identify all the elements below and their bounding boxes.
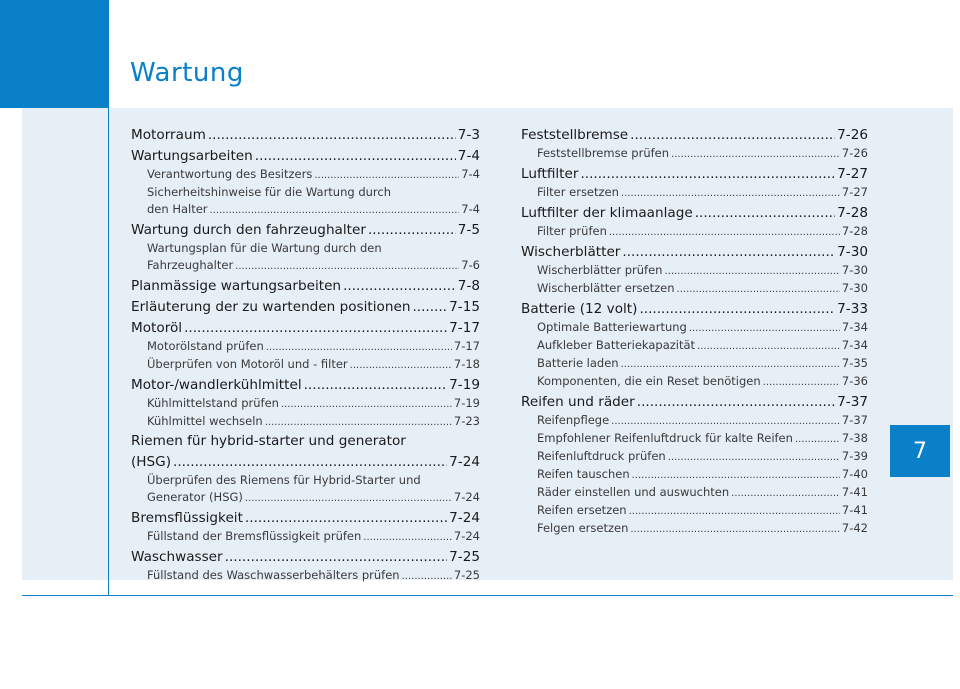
dot-leader (245, 508, 447, 528)
dot-leader (580, 164, 835, 184)
entry-page-number: 7-40 (841, 467, 868, 481)
toc-column-left (131, 124, 480, 585)
entry-page-number: 7-36 (841, 374, 868, 388)
dot-leader (795, 430, 840, 448)
toc-subentry[interactable] (521, 448, 868, 466)
toc-subentry[interactable] (521, 319, 868, 337)
vertical-rule (108, 0, 109, 595)
entry-page-number: 7-19 (453, 396, 480, 410)
toc-subentry[interactable] (521, 145, 868, 163)
toc-subentry-line[interactable]: Wartungsplan für die Wartung durch den (147, 241, 382, 255)
toc-subentry[interactable] (521, 355, 868, 373)
toc-entry[interactable] (521, 392, 868, 412)
toc-entry[interactable] (521, 299, 868, 319)
entry-title: Komponenten, die ein Reset benötigen (537, 374, 761, 388)
dot-leader (632, 466, 840, 484)
entry-page-number: 7-4 (457, 148, 480, 164)
toc-entry[interactable] (521, 125, 868, 145)
dot-leader (697, 337, 840, 355)
dot-leader (621, 184, 840, 202)
entry-title: Filter ersetzen (537, 185, 619, 199)
entry-title: Verantwortung des Besitzers (147, 167, 313, 181)
toc-entry[interactable] (521, 242, 868, 262)
toc-subentry-line[interactable]: Sicherheitshinweise für die Wartung durch (147, 185, 392, 199)
toc-entry[interactable] (521, 203, 868, 223)
toc-entry[interactable] (131, 276, 480, 296)
toc-subentry[interactable] (521, 430, 868, 448)
entry-page-number: 7-30 (841, 281, 868, 295)
entry-title: Batterie (12 volt) (521, 301, 638, 317)
entry-page-number: 7-26 (837, 127, 868, 143)
toc-subentry[interactable] (131, 338, 480, 356)
entry-title: Wartung durch den fahrzeughalter (131, 222, 366, 238)
entry-page-number: 7-19 (449, 377, 480, 393)
dot-leader (677, 280, 840, 298)
entry-title: Wischerblätter (521, 244, 621, 260)
entry-title: Feststellbremse prüfen (537, 146, 670, 160)
dot-leader (695, 203, 835, 223)
toc-subentry[interactable] (521, 184, 868, 202)
dot-leader (266, 338, 452, 356)
dot-leader (304, 375, 448, 395)
entry-title: Reifenpflege (537, 413, 610, 427)
toc-subentry[interactable] (521, 412, 868, 430)
entry-title: Empfohlener Reifenluftdruck für kalte Reifen (537, 431, 793, 445)
toc-entry[interactable] (131, 146, 480, 166)
entry-page-number: 7-24 (449, 510, 480, 526)
toc-subentry[interactable] (521, 262, 868, 280)
toc-subentry[interactable] (131, 413, 480, 431)
entry-title: Reifen tauschen (537, 467, 630, 481)
entry-title: Luftfilter der klimaanlage (521, 205, 693, 221)
entry-page-number: 7-41 (841, 485, 868, 499)
toc-subentry[interactable] (521, 280, 868, 298)
toc-subentry[interactable] (131, 395, 480, 413)
toc-entry[interactable] (131, 547, 480, 567)
dot-leader (245, 489, 452, 507)
entry-page-number: 7-35 (841, 356, 868, 370)
entry-page-number: 7-25 (449, 549, 480, 565)
entry-page-number: 7-27 (837, 166, 868, 182)
dot-leader (412, 297, 447, 317)
entry-title: Motoröl (131, 320, 183, 336)
dot-leader (621, 355, 840, 373)
entry-page-number: 7-28 (837, 205, 868, 221)
entry-page-number: 7-24 (453, 529, 480, 543)
entry-title: Filter prüfen (537, 224, 607, 238)
corner-accent-block (0, 0, 108, 108)
entry-title: Batterie laden (537, 356, 619, 370)
entry-page-number: 7-34 (841, 338, 868, 352)
entry-title: Motorraum (131, 127, 206, 143)
entry-page-number: 7-6 (461, 258, 480, 272)
dot-leader (763, 373, 840, 391)
toc-entry[interactable] (131, 452, 480, 472)
toc-subentry[interactable] (521, 484, 868, 502)
dot-leader (629, 502, 840, 520)
entry-page-number: 7-38 (841, 431, 868, 445)
dot-leader (689, 319, 840, 337)
entry-title: Aufkleber Batteriekapazität (537, 338, 696, 352)
page-title: Wartung (130, 58, 244, 88)
entry-title: den Halter (147, 202, 208, 216)
entry-title: Fahrzeughalter (147, 258, 234, 272)
dot-leader (363, 528, 452, 546)
toc-subentry[interactable] (131, 201, 480, 219)
entry-title: Räder einstellen und auswuchten (537, 485, 730, 499)
toc-entry[interactable] (131, 297, 480, 317)
toc-subentry[interactable] (521, 502, 868, 520)
entry-page-number: 7-17 (453, 339, 480, 353)
toc-subentry[interactable] (521, 466, 868, 484)
entry-title: Motorölstand prüfen (147, 339, 264, 353)
toc-subentry[interactable] (521, 373, 868, 391)
dot-leader (173, 452, 447, 472)
entry-page-number: 7-24 (453, 490, 480, 504)
toc-subentry[interactable] (131, 356, 480, 374)
toc-entry[interactable] (131, 318, 480, 338)
entry-title: Reifenluftdruck prüfen (537, 449, 666, 463)
entry-page-number: 7-33 (837, 301, 868, 317)
dot-leader (225, 547, 448, 567)
chapter-tab[interactable]: 7 (890, 425, 950, 477)
entry-title: Erläuterung der zu wartenden positionen (131, 299, 411, 315)
dot-leader (630, 125, 835, 145)
toc-subentry[interactable] (521, 520, 868, 538)
dot-leader (350, 356, 452, 374)
entry-title: Überprüfen von Motoröl und - filter (147, 357, 348, 371)
entry-page-number: 7-24 (449, 454, 480, 470)
entry-title: Reifen ersetzen (537, 503, 627, 517)
dot-leader (368, 220, 456, 240)
dot-leader (639, 299, 835, 319)
dot-leader (731, 484, 840, 502)
entry-page-number: 7-15 (449, 299, 480, 315)
dot-leader (210, 201, 460, 219)
entry-page-number: 7-8 (457, 278, 480, 294)
horizontal-rule (22, 595, 953, 596)
entry-page-number: 7-25 (453, 568, 480, 582)
entry-title: Waschwasser (131, 549, 223, 565)
dot-leader (343, 276, 456, 296)
dot-leader (281, 395, 452, 413)
entry-title: Planmässige wartungsarbeiten (131, 278, 342, 294)
entry-page-number: 7-17 (449, 320, 480, 336)
dot-leader (235, 257, 459, 275)
entry-title: Wartungsarbeiten (131, 148, 253, 164)
toc-subentry[interactable] (521, 223, 868, 241)
entry-page-number: 7-37 (841, 413, 868, 427)
header-background (108, 0, 960, 108)
entry-title: Optimale Batteriewartung (537, 320, 687, 334)
entry-page-number: 7-39 (841, 449, 868, 463)
dot-leader (630, 520, 840, 538)
toc-subentry[interactable] (131, 257, 480, 275)
entry-page-number: 7-28 (841, 224, 868, 238)
toc-subentry[interactable] (131, 166, 480, 184)
entry-page-number: 7-5 (457, 222, 480, 238)
entry-title: Bremsflüssigkeit (131, 510, 243, 526)
entry-page-number: 7-4 (461, 167, 480, 181)
dot-leader (668, 448, 840, 466)
entry-page-number: 7-4 (461, 202, 480, 216)
toc-subentry[interactable] (131, 489, 480, 507)
entry-title: Felgen ersetzen (537, 521, 629, 535)
entry-title: Reifen und räder (521, 394, 635, 410)
toc-subentry[interactable] (521, 337, 868, 355)
entry-title: (HSG) (131, 454, 171, 470)
dot-leader (664, 262, 839, 280)
dot-leader (637, 392, 835, 412)
toc-subentry[interactable] (131, 528, 480, 546)
dot-leader (622, 242, 835, 262)
entry-page-number: 7-41 (841, 503, 868, 517)
entry-title: Motor-/wandlerkühlmittel (131, 377, 302, 393)
entry-page-number: 7-27 (841, 185, 868, 199)
entry-page-number: 7-30 (837, 244, 868, 260)
dot-leader (671, 145, 840, 163)
entry-title: Generator (HSG) (147, 490, 243, 504)
entry-title: Füllstand des Waschwasserbehälters prüfen (147, 568, 400, 582)
entry-page-number: 7-34 (841, 320, 868, 334)
dot-leader (402, 567, 452, 585)
dot-leader (611, 412, 840, 430)
dot-leader (265, 413, 452, 431)
toc-heading-line[interactable]: Riemen für hybrid-starter und generator (131, 433, 406, 449)
toc-column-right (521, 124, 868, 538)
toc-entry[interactable] (131, 125, 480, 145)
entry-page-number: 7-23 (453, 414, 480, 428)
dot-leader (609, 223, 840, 241)
entry-page-number: 7-37 (837, 394, 868, 410)
toc-subentry-line[interactable]: Überprüfen des Riemens für Hybrid-Starter und (147, 473, 421, 487)
entry-title: Kühlmittel wechseln (147, 414, 263, 428)
toc-entry[interactable] (131, 508, 480, 528)
entry-page-number: 7-18 (453, 357, 480, 371)
entry-page-number: 7-42 (841, 521, 868, 535)
toc-entry[interactable] (131, 375, 480, 395)
dot-leader (208, 125, 456, 145)
entry-page-number: 7-3 (457, 127, 480, 143)
entry-page-number: 7-26 (841, 146, 868, 160)
entry-title: Füllstand der Bremsflüssigkeit prüfen (147, 529, 362, 543)
entry-title: Luftfilter (521, 166, 579, 182)
dot-leader (314, 166, 459, 184)
entry-page-number: 7-30 (841, 263, 868, 277)
entry-title: Wischerblätter prüfen (537, 263, 663, 277)
entry-title: Feststellbremse (521, 127, 629, 143)
entry-title: Wischerblätter ersetzen (537, 281, 675, 295)
entry-title: Kühlmittelstand prüfen (147, 396, 279, 410)
dot-leader (184, 318, 447, 338)
toc-entry[interactable] (131, 220, 480, 240)
dot-leader (255, 146, 456, 166)
toc-subentry[interactable] (131, 567, 480, 585)
toc-entry[interactable] (521, 164, 868, 184)
